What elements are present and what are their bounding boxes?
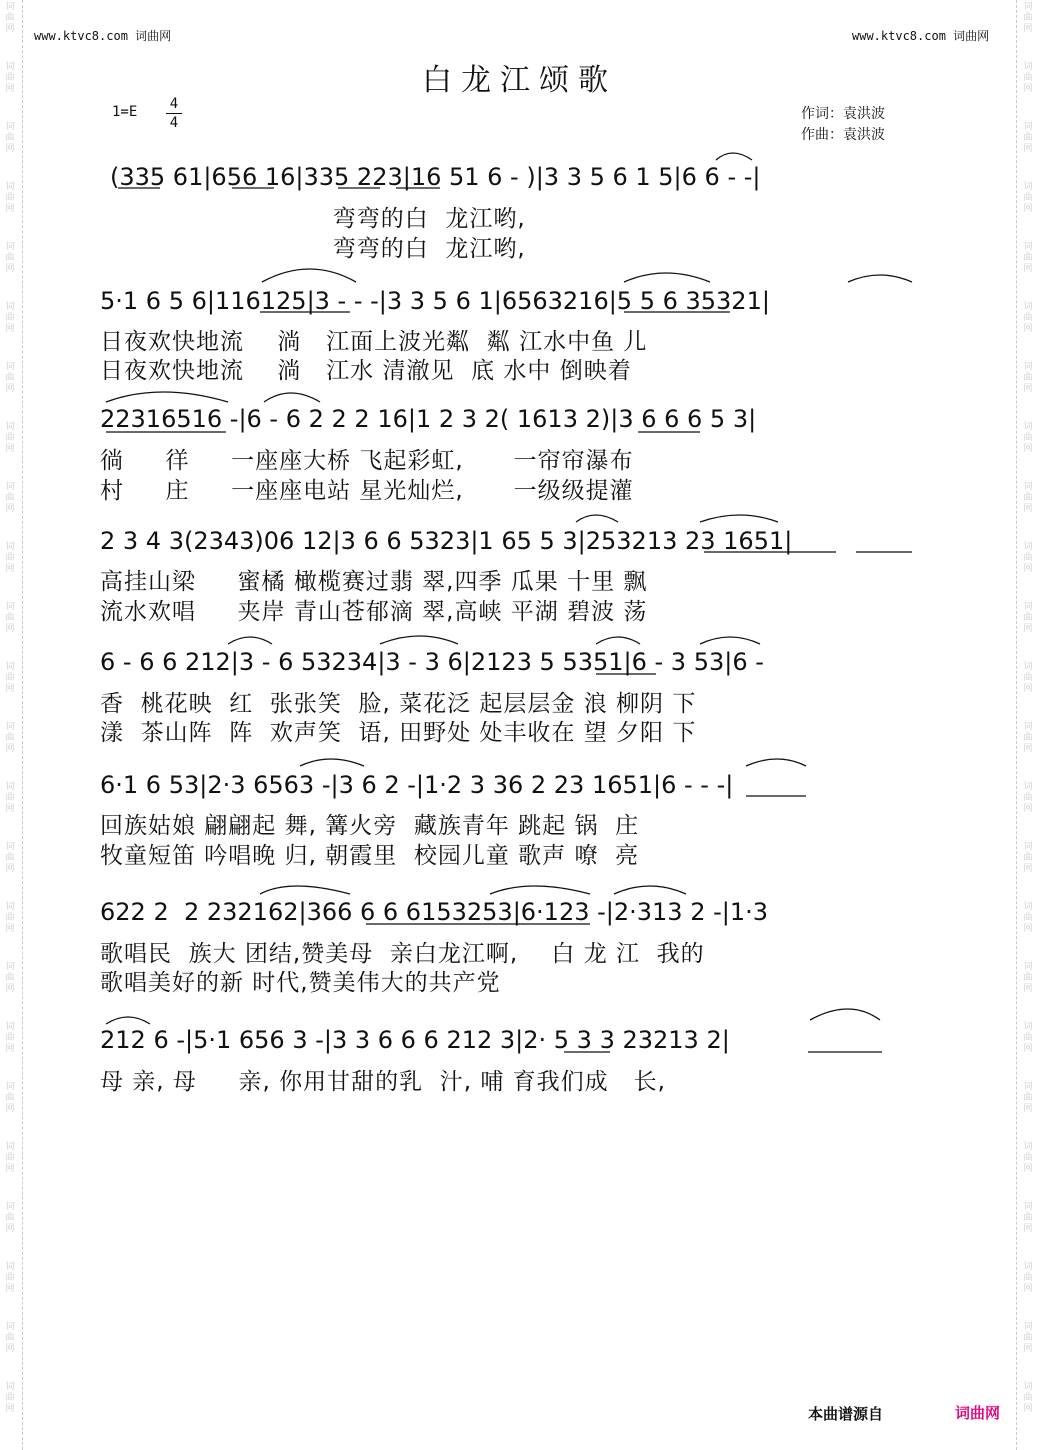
slur-arc — [716, 153, 752, 160]
side-watermark-mark: 词 曲 网 — [5, 902, 15, 934]
slur-arc — [614, 886, 686, 894]
side-watermark-mark: 词 曲 网 — [5, 662, 15, 694]
time-signature-top: 4 — [169, 96, 179, 112]
notation-line-8: 212 6 -|5·1 656 3 -|3 3 6 6 6 212 3|2· 5 3 3 23213 2| — [100, 1026, 730, 1054]
side-watermark-mark: 词 曲 网 — [1023, 182, 1033, 214]
lyric-line-2-verse-2: 日夜欢快地流 淌 江水 清澈见 底 水中 倒映着 — [100, 358, 632, 384]
side-watermark-mark: 词 曲 网 — [1023, 1022, 1033, 1054]
composer-credit: 作曲：袁洪波 — [801, 127, 885, 143]
side-watermark-mark: 词 曲 网 — [1023, 602, 1033, 634]
notation-line-2: 5·1 6 5 6|116125|3 - - -|3 3 5 6 1|6563216|5 5 6 35321| — [100, 287, 770, 315]
slur-arc — [596, 637, 640, 644]
side-watermark-mark: 词 曲 网 — [5, 1082, 15, 1114]
slur-arc — [576, 515, 618, 522]
footer-site-logo: 词曲网 — [955, 1404, 1001, 1422]
side-watermark-mark: 词 曲 网 — [1023, 962, 1033, 994]
site-watermark-left: www.ktvc8.com 词曲网 — [34, 29, 172, 43]
side-watermark-mark: 词 曲 网 — [5, 722, 15, 754]
side-watermark-mark: 词 曲 网 — [1023, 1202, 1033, 1234]
side-watermark-mark: 词 曲 网 — [1023, 662, 1033, 694]
side-watermark-mark: 词 曲 网 — [5, 422, 15, 454]
slur-arc — [490, 886, 590, 894]
side-watermark-mark: 词 曲 网 — [1023, 122, 1033, 154]
slur-arc — [700, 637, 760, 644]
side-watermark-mark: 词 曲 网 — [5, 302, 15, 334]
side-watermark-mark: 词 曲 网 — [1023, 482, 1033, 514]
lyric-line-3-verse-2: 村 庄 一座座电站 星光灿烂, 一级级提灌 — [100, 478, 634, 504]
side-watermark-mark: 词 曲 网 — [5, 1022, 15, 1054]
lyric-line-5-verse-1: 香 桃花映 红 张张笑 脸, 菜花泛 起层层金 浪 柳阴 下 — [100, 691, 697, 717]
slur-arc — [262, 269, 356, 282]
side-watermark-mark: 词 曲 网 — [5, 962, 15, 994]
slur-arc — [106, 392, 228, 402]
key-signature: 1=E — [112, 104, 138, 120]
side-watermark-mark: 词 曲 网 — [1023, 542, 1033, 574]
notation-line-5: 6 - 6 6 212|3 - 6 53234|3 - 3 6|2123 5 5351|6 - 3 53|6 - — [100, 648, 764, 676]
side-watermark-mark: 词 曲 网 — [1023, 362, 1033, 394]
footer-source-label: 本曲谱源自 — [808, 1405, 884, 1423]
side-watermark-mark: 词 曲 网 — [1023, 842, 1033, 874]
side-watermark-mark: 词 曲 网 — [5, 1202, 15, 1234]
notation-line-1: (335 61|656 16|335 223|16 51 6 - )|3 3 5 6 1 5|6 6 - -| — [110, 163, 761, 191]
song-title: 白龙江颂歌 — [422, 63, 617, 98]
notation-line-3: 22316516 -|6 - 6 2 2 2 16|1 2 3 2( 1613 2)|3 6 6 6 5 3| — [100, 405, 757, 433]
side-watermark-mark: 词 曲 网 — [1023, 302, 1033, 334]
slur-arc — [228, 637, 272, 644]
side-watermark-mark: 词 曲 网 — [1023, 902, 1033, 934]
slur-arc — [624, 273, 710, 282]
side-watermark-mark: 词 曲 网 — [5, 842, 15, 874]
side-watermark-mark: 词 曲 网 — [1023, 62, 1033, 94]
side-watermark-mark: 词 曲 网 — [1023, 1082, 1033, 1114]
slur-arc — [810, 1009, 880, 1020]
side-watermark-mark: 词 曲 网 — [5, 542, 15, 574]
slur-arc — [260, 886, 350, 894]
side-watermark-mark: 词 曲 网 — [1023, 2, 1033, 34]
slur-arc — [106, 1017, 150, 1024]
lyric-line-3-verse-1: 徜 徉 一座座大桥 飞起彩虹, 一帘帘瀑布 — [100, 448, 634, 474]
side-watermark-mark: 词 曲 网 — [5, 1142, 15, 1174]
side-watermark-mark: 词 曲 网 — [1023, 422, 1033, 454]
side-watermark-mark: 词 曲 网 — [5, 602, 15, 634]
slur-arc — [700, 515, 778, 522]
side-watermark-mark: 词 曲 网 — [1023, 1382, 1033, 1414]
side-watermark-mark: 词 曲 网 — [1023, 722, 1033, 754]
side-watermark-mark: 词 曲 网 — [5, 122, 15, 154]
lyric-line-4-verse-2: 流水欢唱 夹岸 青山苍郁滴 翠,高峡 平湖 碧波 荡 — [100, 599, 648, 625]
notation-line-6: 6·1 6 53|2·3 6563 -|3 6 2 -|1·2 3 36 2 23 1651|6 - - -| — [100, 771, 734, 799]
time-signature-bottom: 4 — [169, 115, 179, 131]
side-watermark-mark: 词 曲 网 — [5, 1262, 15, 1294]
side-watermark-mark: 词 曲 网 — [5, 182, 15, 214]
lyric-line-8-verse-1: 母 亲, 母 亲, 你用甘甜的乳 汁, 哺 育我们成 长, — [100, 1069, 666, 1095]
side-watermark-mark: 词 曲 网 — [5, 1382, 15, 1414]
slur-arc — [848, 275, 912, 282]
site-watermark-right: www.ktvc8.com 词曲网 — [852, 29, 990, 43]
slur-arc — [300, 759, 364, 766]
slur-arc — [264, 393, 320, 402]
side-watermark-mark: 词 曲 网 — [5, 782, 15, 814]
side-watermark-mark: 词 曲 网 — [1023, 782, 1033, 814]
side-watermark-mark: 词 曲 网 — [1023, 1262, 1033, 1294]
side-watermark-mark: 词 曲 网 — [5, 62, 15, 94]
notation-line-4: 2 3 4 3(2343)06 12|3 6 6 5323|1 65 5 3|253213 23 1651| — [100, 527, 793, 555]
lyric-line-1-verse-1: 弯弯的白 龙江哟, — [100, 206, 526, 232]
side-watermark-mark: 词 曲 网 — [1023, 1322, 1033, 1354]
notation-line-7: 622 2 2 232162|366 6 6 6153253|6·123 -|2·313 2 -|1·3 — [100, 898, 769, 926]
lyric-line-5-verse-2: 漾 茶山阵 阵 欢声笑 语, 田野处 处丰收在 望 夕阳 下 — [100, 720, 697, 746]
side-watermark-mark: 词 曲 网 — [5, 2, 15, 34]
lyric-line-6-verse-2: 牧童短笛 吟唱晚 归, 朝霞里 校园儿童 歌声 嘹 亮 — [100, 843, 640, 869]
slur-arc — [746, 759, 806, 766]
side-watermark-mark: 词 曲 网 — [5, 242, 15, 274]
lyric-line-7-verse-1: 歌唱民 族大 团结,赞美母 亲白龙江啊, 白 龙 江 我的 — [100, 941, 705, 967]
side-watermark-mark: 词 曲 网 — [5, 482, 15, 514]
lyric-line-6-verse-1: 回族姑娘 翩翩起 舞, 篝火旁 藏族青年 跳起 锅 庄 — [100, 813, 640, 839]
side-watermark-mark: 词 曲 网 — [1023, 1142, 1033, 1174]
side-watermark-mark: 词 曲 网 — [5, 1322, 15, 1354]
side-watermark-mark: 词 曲 网 — [1023, 242, 1033, 274]
lyric-line-1-verse-2: 弯弯的白 龙江哟, — [100, 236, 526, 262]
side-watermark-mark: 词 曲 网 — [5, 362, 15, 394]
slur-arc — [380, 636, 458, 644]
lyric-line-4-verse-1: 高挂山梁 蜜橘 橄榄赛过翡 翠,四季 瓜果 十里 飘 — [100, 569, 648, 595]
lyricist-credit: 作词：袁洪波 — [801, 106, 885, 122]
lyric-line-7-verse-2: 歌唱美好的新 时代,赞美伟大的共产党 — [100, 970, 501, 996]
lyric-line-2-verse-1: 日夜欢快地流 淌 江面上波光粼 粼 江水中鱼 儿 — [100, 329, 648, 355]
